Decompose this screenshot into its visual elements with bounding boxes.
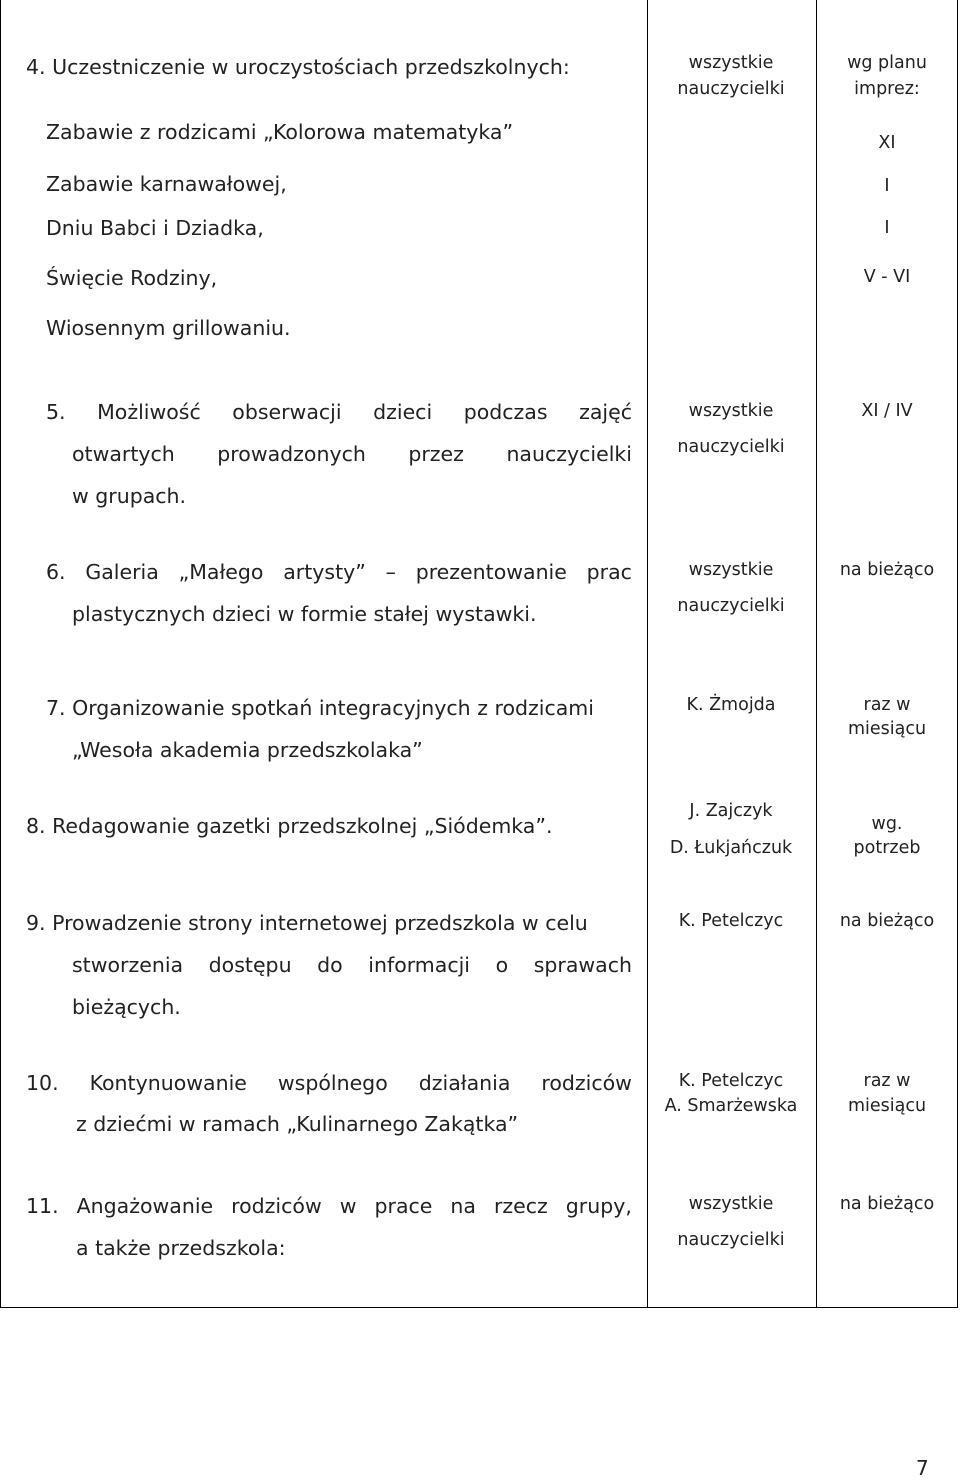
row10-resp-1: K. Petelczyc (678, 1071, 784, 1091)
row11-line-2: a także przedszkola: (76, 1236, 286, 1260)
row6-resp-1: wszystkie (688, 560, 774, 580)
row4-date-1: XI (878, 133, 896, 153)
row7-line-2: „Wesoła akademia przedszkolaka” (72, 738, 423, 762)
row4-event-4: Święcie Rodziny, (46, 266, 218, 290)
row7-line-1: 7. Organizowanie spotkań integracyjnych z rodzicami (46, 696, 594, 720)
row11-resp-2: nauczycielki (677, 1230, 785, 1250)
row5-resp-2: nauczycielki (677, 437, 785, 457)
page-number: 7 (916, 1456, 929, 1480)
row9-line-3: bieżących. (72, 995, 181, 1019)
row4-date-4: V - VI (863, 267, 911, 287)
row4-event-5: Wiosennym grillowaniu. (46, 316, 291, 340)
row11-date: na bieżąco (839, 1194, 935, 1214)
row4-date-header-1: wg planu (847, 53, 927, 73)
row5-line-2: otwartych prowadzonych przez nauczycielki (72, 442, 632, 466)
row4-date-3: I (884, 218, 890, 238)
row4-resp-2: nauczycielki (677, 79, 785, 99)
row8-resp-1: J. Zajczyk (689, 801, 773, 821)
row5-resp-1: wszystkie (688, 401, 774, 421)
row6-resp-2: nauczycielki (677, 596, 785, 616)
row9-resp: K. Petelczyc (678, 911, 784, 931)
row6-line-2: plastycznych dzieci w formie stałej wystawki. (72, 602, 537, 626)
row10-date-2: miesiącu (847, 1096, 927, 1116)
row8-line-1: 8. Redagowanie gazetki przedszkolnej „Siódemka”. (26, 814, 553, 838)
row4-date-header-2: imprez: (854, 79, 920, 99)
row8-date-1: wg. (871, 814, 903, 834)
row4-event-3: Dniu Babci i Dziadka, (46, 216, 264, 240)
row4-event-1: Zabawie z rodzicami „Kolorowa matematyka” (46, 120, 514, 144)
row11-line-1: 11. Angażowanie rodziców w prace na rzecz grupy, (26, 1194, 632, 1218)
row4-date-2: I (884, 176, 890, 196)
row10-resp-2: A. Smarżewska (664, 1096, 798, 1116)
row10-date-1: raz w (863, 1071, 911, 1091)
row4-resp-1: wszystkie (688, 53, 774, 73)
row7-date-1: raz w (863, 695, 911, 715)
row11-resp-1: wszystkie (688, 1194, 774, 1214)
row4-title: 4. Uczestniczenie w uroczystościach przedszkolnych: (26, 55, 570, 79)
row7-date-2: miesiącu (847, 719, 927, 739)
row5-date: XI / IV (861, 401, 913, 421)
row10-line-1: 10. Kontynuowanie wspólnego działania rodziców (26, 1071, 632, 1095)
row8-resp-2: D. Łukjańczuk (669, 838, 793, 858)
row8-date-2: potrzeb (853, 838, 921, 858)
row9-date: na bieżąco (839, 911, 935, 931)
row7-resp: K. Żmojda (686, 695, 776, 715)
row4-event-2: Zabawie karnawałowej, (46, 172, 287, 196)
row6-line-1: 6. Galeria „Małego artysty” – prezentowanie prac (46, 560, 632, 584)
row5-line-3: w grupach. (72, 484, 187, 508)
row9-line-1: 9. Prowadzenie strony internetowej przedszkola w celu (26, 911, 588, 935)
row6-date: na bieżąco (839, 560, 935, 580)
row10-line-2: z dziećmi w ramach „Kulinarnego Zakątka” (76, 1112, 519, 1136)
row5-line-1: 5. Możliwość obserwacji dzieci podczas zajęć (46, 400, 632, 424)
row9-line-2: stworzenia dostępu do informacji o sprawach (72, 953, 632, 977)
